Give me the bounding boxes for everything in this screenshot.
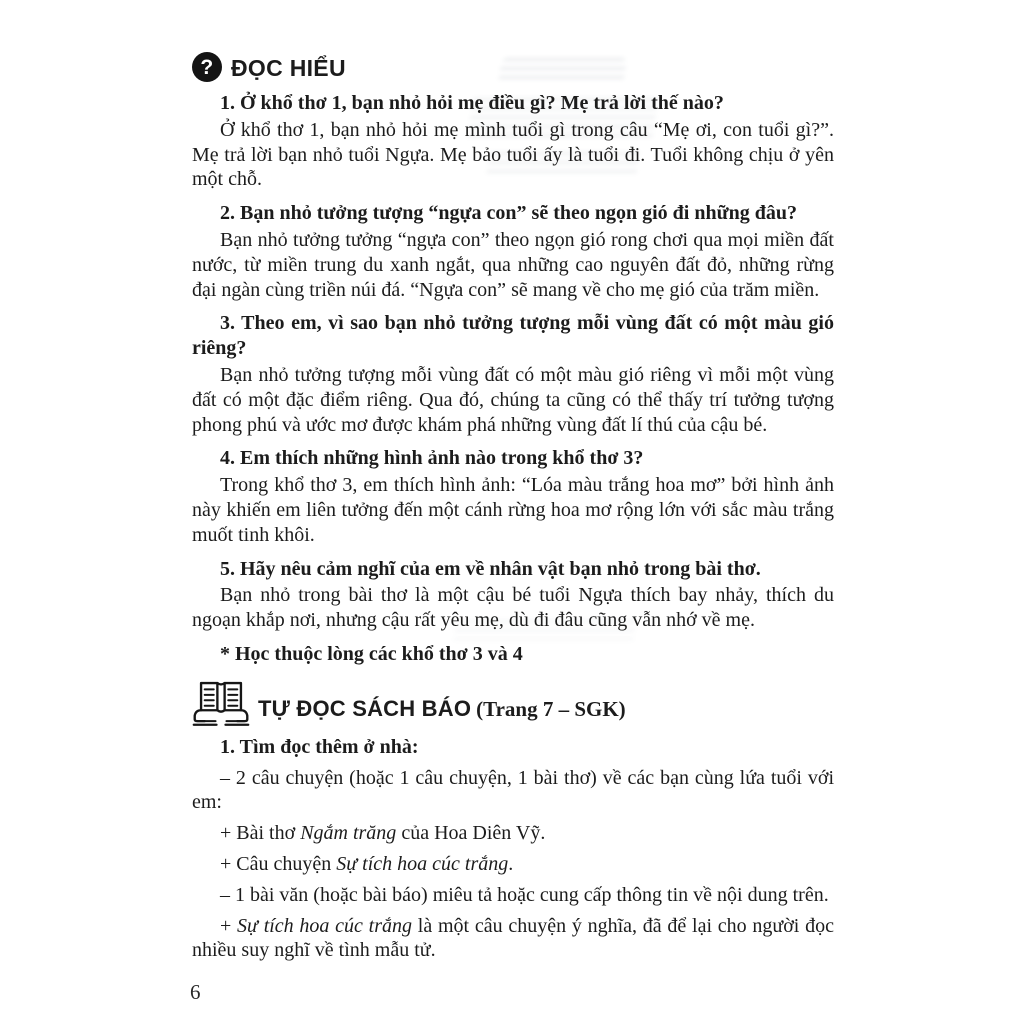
section-title: TỰ ĐỌC SÁCH BÁO — [258, 695, 472, 721]
text-run: Bạn nhỏ trong bài thơ là một cậu bé tuổi Ngựa thích bay nhảy, thích du ngoạn khắp nơi, nhưng cậu rất yêu mẹ, dù đi đâu cũng vẫn nhớ về mẹ. — [192, 584, 834, 632]
list-item — [192, 852, 834, 877]
reading-comprehension-qa — [192, 91, 834, 667]
text-run: 1. Ở khổ thơ 1, bạn nhỏ hỏi mẹ điều gì? Mẹ trả lời thế nào? — [220, 92, 724, 114]
text-run: Bạn nhỏ tưởng tưởng “ngựa con” theo ngọn gió rong chơi qua mọi miền đất nước, từ miền trung du xanh ngắt, qua những cao nguyên đất đỏ, những rừng đại ngàn cùng triền núi đá. “Ngựa con” sẽ mang về cho mẹ gió của trăm miền. — [192, 228, 834, 301]
question-1 — [192, 91, 834, 116]
text-run: + Câu chuyện — [220, 852, 337, 875]
italic-title-text: Sự tích hoa cúc trắng — [336, 852, 509, 875]
question-4 — [192, 446, 834, 471]
list-item — [192, 883, 834, 908]
text-run: của Hoa Diên Vỹ. — [396, 822, 546, 845]
question-5 — [192, 557, 834, 582]
text-run: 2. Bạn nhỏ tưởng tượng “ngựa con” sẽ theo ngọn gió đi những đâu? — [220, 202, 797, 225]
answer-4 — [192, 473, 834, 547]
text-run: Trong khổ thơ 3, em thích hình ảnh: “Lóa màu trắng hoa mơ” bởi hình ảnh này khiến em liên tưởng đến một cánh rừng hoa mơ rộng lớn với sắc màu trắng muốt tinh khôi. — [192, 474, 834, 546]
home-reading-tasks — [192, 735, 834, 963]
memorize-note — [192, 642, 834, 667]
answer-2 — [192, 228, 834, 302]
text-run: Ở khổ thơ 1, bạn nhỏ hỏi mẹ mình tuổi gì trong câu “Mẹ ơi, con tuổi gì?”. Mẹ trả lời bạn nhỏ tuổi Ngựa. Mẹ bảo tuổi ấy là tuổi đi. Tuổi không chịu ở yên một chỗ. — [192, 118, 834, 191]
list-item — [192, 766, 834, 816]
answer-3 — [192, 363, 834, 437]
text-run: 4. Em thích những hình ảnh nào trong khổ thơ 3? — [220, 447, 644, 470]
italic-title-text: Ngắm trăng — [300, 822, 397, 845]
text-run: – 1 bài văn (hoặc bài báo) miêu tả hoặc cung cấp thông tin về nội dung trên. — [220, 883, 829, 906]
question-3 — [192, 311, 834, 361]
task-1-heading — [192, 735, 834, 760]
section-title-group — [258, 697, 626, 727]
list-item — [192, 821, 834, 846]
italic-title-text: Sự tích hoa cúc trắng — [237, 914, 413, 937]
text-run: + — [220, 914, 238, 937]
section-title: ĐỌC HIỂU — [231, 54, 346, 81]
text-run: 3. Theo em, vì sao bạn nhỏ tưởng tượng mỗi vùng đất có một màu gió riêng? — [192, 312, 834, 360]
page-number: 6 — [190, 980, 201, 1004]
page-content — [192, 52, 834, 964]
text-run: là một câu chuyện ý nghĩa, đã để lại cho người đọc nhiều suy nghĩ về tình mẫu tử. — [192, 914, 834, 962]
question-circle-icon: ? — [192, 52, 222, 82]
text-run: Bạn nhỏ tưởng tượng mỗi vùng đất có một màu gió riêng vì mỗi một vùng đất có một đặc điểm riêng. Qua đó, chúng ta cũng có thể thấy trí tưởng tượng phong phú và ước mơ được khám phá những vùng đất lí thú của cậu bé. — [192, 363, 834, 436]
list-item — [192, 914, 834, 964]
text-run: 5. Hãy nêu cảm nghĩ của em về nhân vật bạn nhỏ trong bài thơ. — [220, 557, 761, 580]
text-run: 1. Tìm đọc thêm ở nhà: — [220, 735, 419, 758]
question-2 — [192, 201, 834, 226]
section-header-tu-doc — [192, 679, 834, 727]
section-header-doc-hieu — [192, 52, 834, 82]
answer-1 — [192, 118, 834, 192]
text-run: * Học thuộc lòng các khổ thơ 3 và 4 — [220, 642, 523, 665]
section-title-suffix: (Trang 7 – SGK) — [476, 696, 626, 721]
answer-5 — [192, 583, 834, 633]
text-run: – 2 câu chuyện (hoặc 1 câu chuyện, 1 bài thơ) về các bạn cùng lứa tuổi với em: — [192, 766, 834, 814]
text-run: + Bài thơ — [220, 822, 301, 845]
open-book-hands-icon — [192, 679, 250, 727]
text-run: . — [508, 852, 514, 875]
